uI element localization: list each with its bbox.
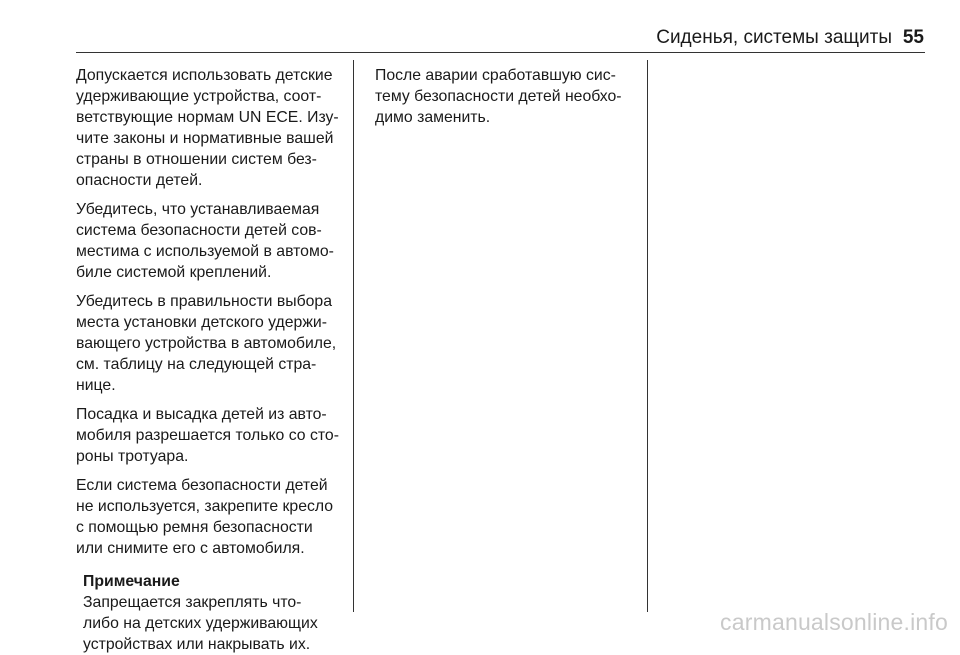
paragraph-boarding: Посадка и высадка детей из авто- мобиля разрешается только со сто- роны тротуара. [76, 406, 339, 465]
header-divider [76, 52, 925, 53]
text-column-left [76, 65, 346, 655]
paragraph-compatible-standards: Допускается использовать детские удерживающие устройства, соот- ветствующие нормам UN ECE. Изу- чите законы и нормативные вашей страны в отношении систем без- опасности детей. [76, 67, 339, 189]
page-number: 55 [902, 27, 924, 48]
section-title: Сиденья, системы защиты [656, 27, 892, 48]
paragraph-unused-system: Если система безопасности детей не используется, закрепите кресло с помощью ремня безопасности или снимите его с автомобиля. [76, 477, 334, 557]
note-heading: Примечание [83, 573, 180, 590]
paragraph-after-accident: После аварии сработавшую сис- тему безопасности детей необхо- димо заменить. [375, 67, 622, 126]
column-divider-left [353, 60, 354, 612]
note-body: Запрещается закреплять что- либо на детских удерживающих устройствах или накрывать их. [83, 594, 318, 653]
paragraph-installation-place: Убедитесь в правильности выбора места установки детского удержи- вающего устройства в автомобиле, см. таблицу на следующей стра- нице. [76, 293, 337, 394]
text-column-middle [375, 65, 637, 136]
column-divider-right [647, 60, 648, 612]
note-block [83, 571, 346, 655]
paragraph-compatibility: Убедитесь, что устанавливаемая система безопасности детей сов- местима с используемой в автомо- биле системой креплений. [76, 201, 334, 281]
watermark: carmanualsonline.info [720, 609, 948, 635]
